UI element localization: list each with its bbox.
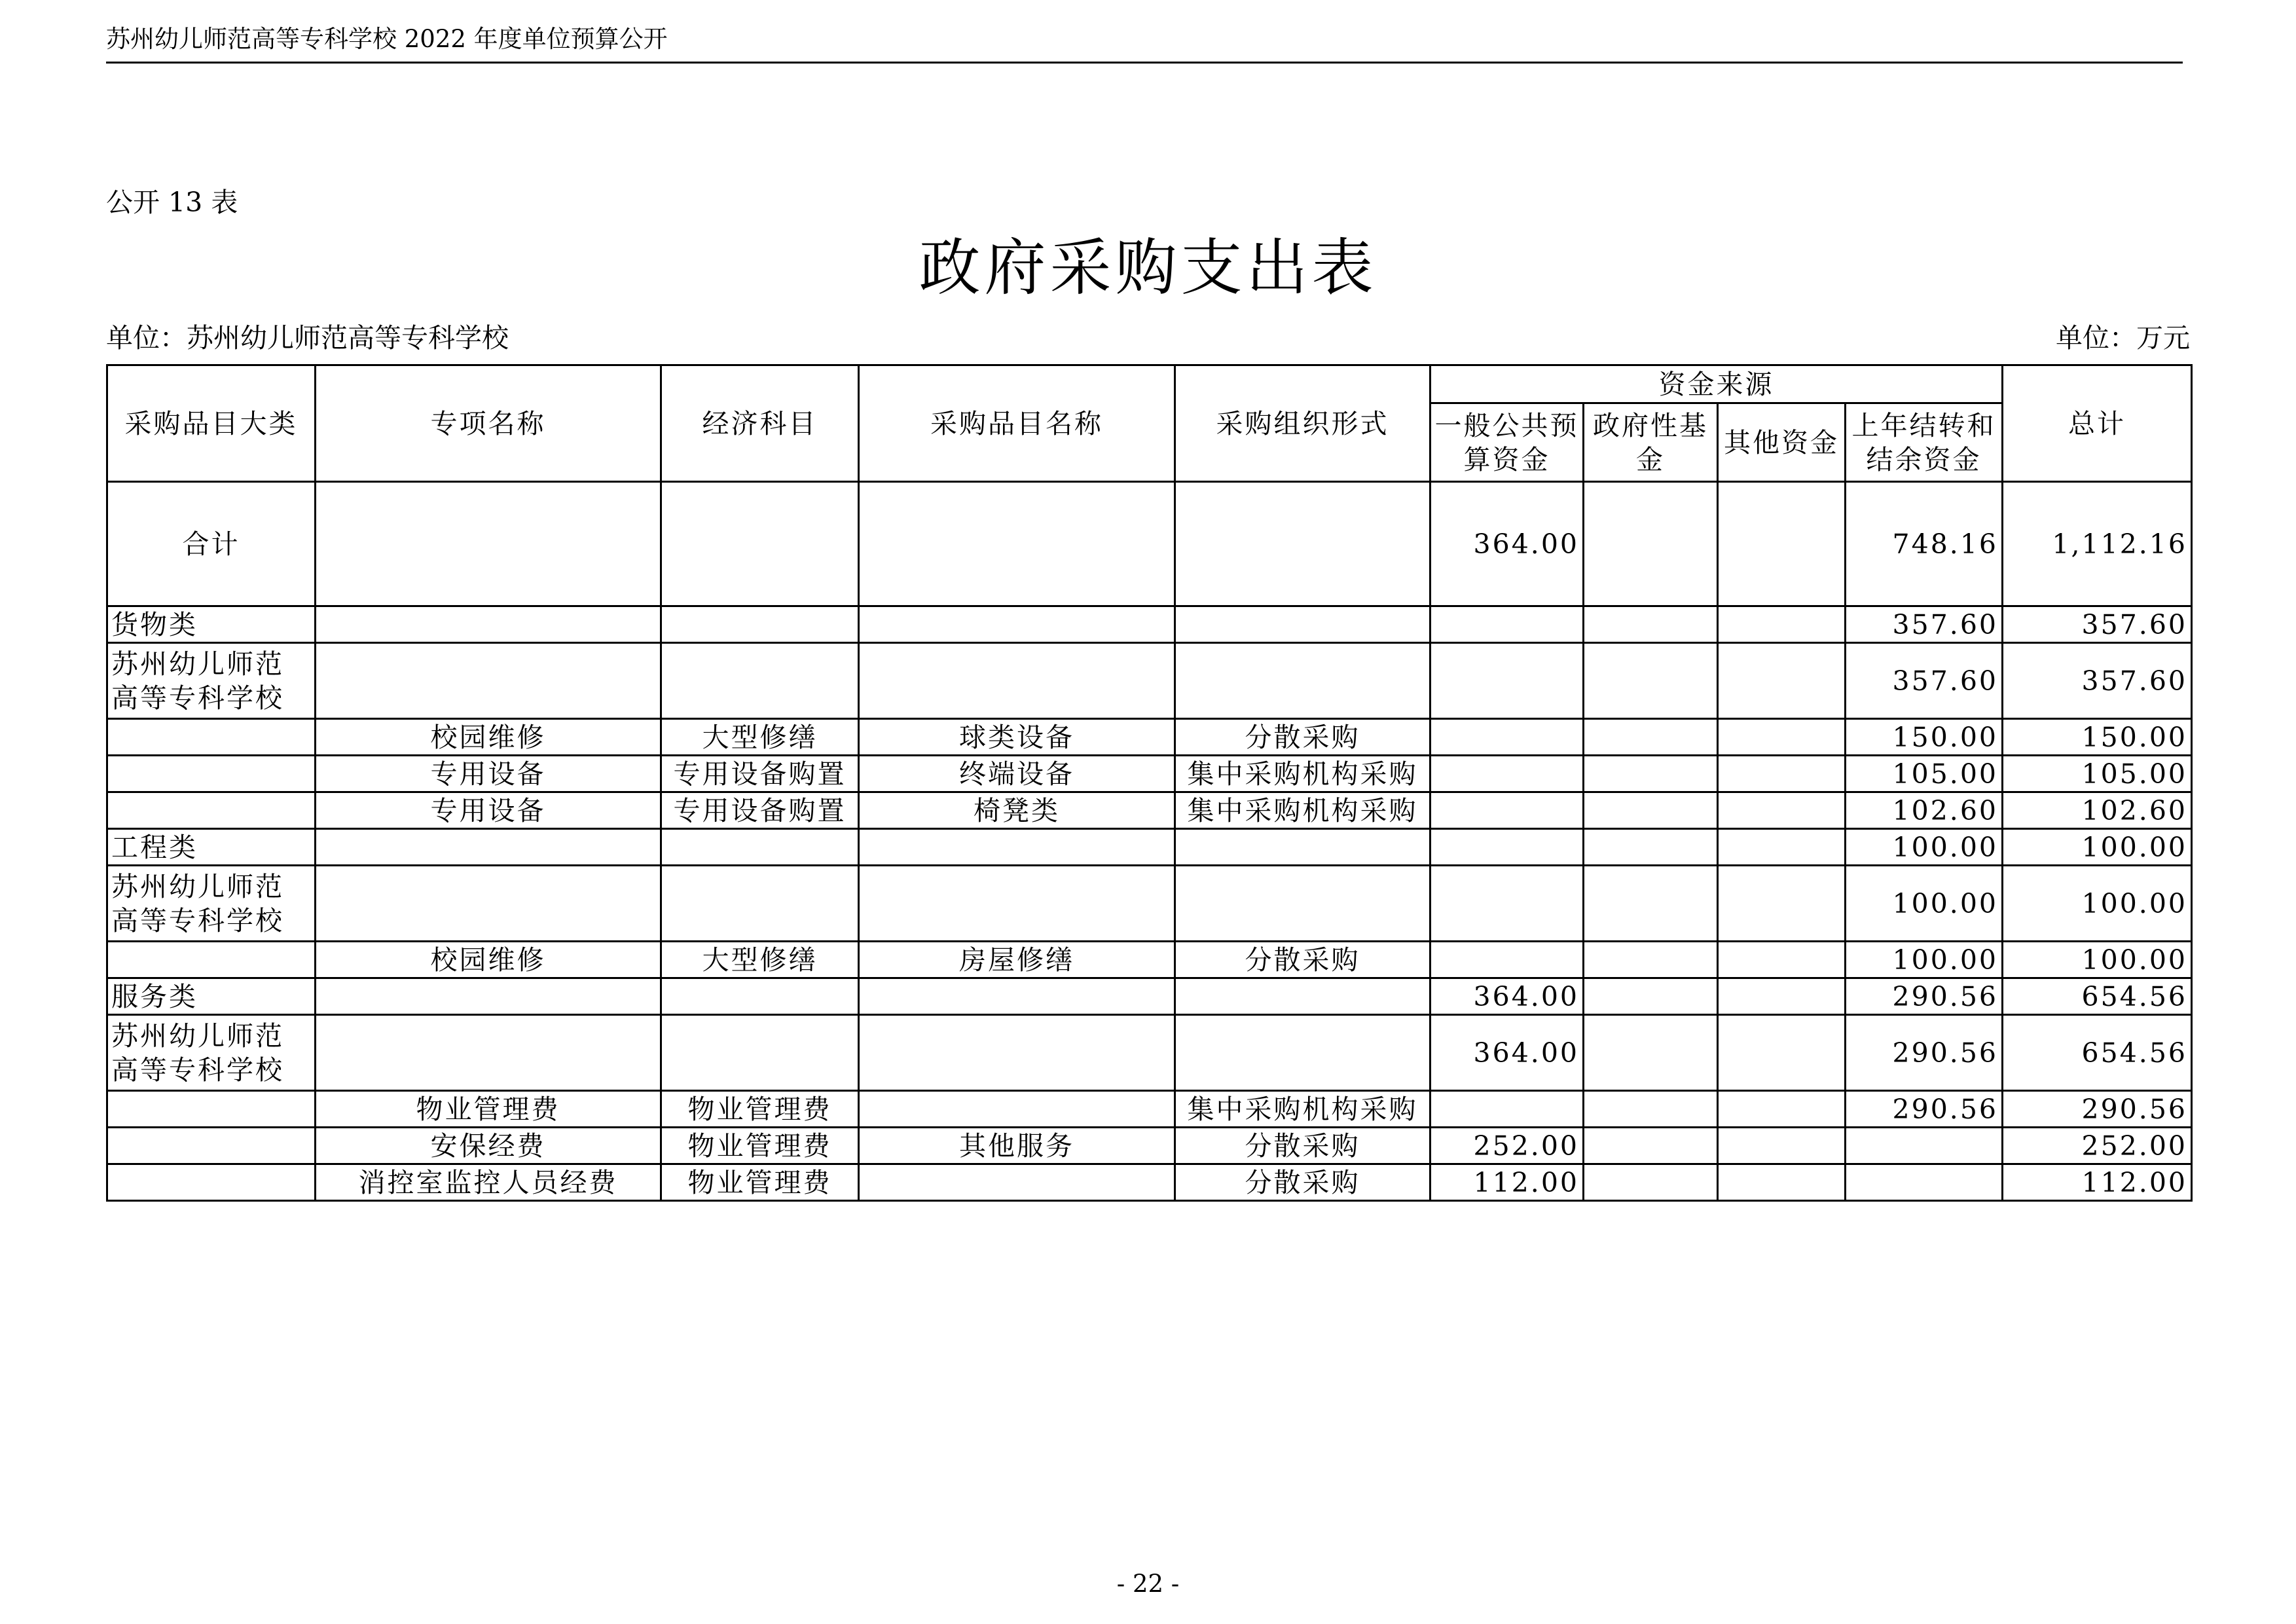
cell-carryover: 102.60 — [1846, 792, 2003, 829]
cell-general — [1430, 606, 1584, 643]
cell-project — [316, 643, 661, 719]
cell-other — [1718, 756, 1846, 792]
table-row — [107, 792, 2192, 829]
table-row — [107, 866, 2192, 942]
cell-general — [1430, 942, 1584, 978]
cell-general — [1430, 643, 1584, 719]
cell-carryover: 748.16 — [1846, 482, 2003, 606]
cell-carryover — [1846, 1164, 2003, 1201]
cell-item — [859, 978, 1175, 1015]
cell-govfund — [1584, 1091, 1718, 1128]
cell-other — [1718, 482, 1846, 606]
cell-project: 消控室监控人员经费 — [316, 1164, 661, 1201]
cell-category: 苏州幼儿师范高等专科学校 — [107, 1015, 316, 1091]
cell-govfund — [1584, 719, 1718, 756]
cell-econ: 专用设备购置 — [661, 756, 859, 792]
cell-item — [859, 643, 1175, 719]
cell-total: 105.00 — [2003, 756, 2192, 792]
cell-org — [1175, 606, 1430, 643]
cell-org — [1175, 482, 1430, 606]
cell-project — [316, 978, 661, 1015]
cell-govfund — [1584, 942, 1718, 978]
cell-general — [1430, 829, 1584, 866]
cell-item: 球类设备 — [859, 719, 1175, 756]
cell-econ — [661, 978, 859, 1015]
cell-category: 苏州幼儿师范高等专科学校 — [107, 866, 316, 942]
cell-project — [316, 866, 661, 942]
cell-org: 分散采购 — [1175, 1128, 1430, 1164]
cell-other — [1718, 643, 1846, 719]
cell-general — [1430, 792, 1584, 829]
cell-item: 房屋修缮 — [859, 942, 1175, 978]
table-row — [107, 829, 2192, 866]
page-title: 政府采购支出表 — [919, 232, 1377, 304]
cell-org: 分散采购 — [1175, 942, 1430, 978]
cell-org — [1175, 978, 1430, 1015]
cell-category — [107, 942, 316, 978]
cell-econ — [661, 866, 859, 942]
cell-carryover: 100.00 — [1846, 866, 2003, 942]
col-header-org: 采购组织形式 — [1175, 365, 1430, 482]
cell-carryover: 290.56 — [1846, 978, 2003, 1015]
cell-general: 112.00 — [1430, 1164, 1584, 1201]
cell-carryover: 150.00 — [1846, 719, 2003, 756]
cell-econ — [661, 482, 859, 606]
currency-unit: 单位：万元 — [2056, 322, 2190, 354]
cell-org — [1175, 643, 1430, 719]
col-header-econ: 经济科目 — [661, 365, 859, 482]
col-header-govfund: 政府性基金 — [1584, 403, 1718, 482]
cell-category: 合计 — [107, 482, 316, 606]
cell-other — [1718, 978, 1846, 1015]
cell-general: 364.00 — [1430, 978, 1584, 1015]
table-number: 公开 13 表 — [106, 187, 238, 218]
cell-other — [1718, 1015, 1846, 1091]
running-header: 苏州幼儿师范高等专科学校 2022 年度单位预算公开 — [106, 25, 668, 53]
cell-other — [1718, 792, 1846, 829]
cell-org: 集中采购机构采购 — [1175, 756, 1430, 792]
cell-other — [1718, 866, 1846, 942]
cell-other — [1718, 829, 1846, 866]
cell-org: 分散采购 — [1175, 1164, 1430, 1201]
col-header-general: 一般公共预算资金 — [1430, 403, 1584, 482]
cell-other — [1718, 606, 1846, 643]
cell-govfund — [1584, 643, 1718, 719]
cell-project: 安保经费 — [316, 1128, 661, 1164]
cell-item — [859, 1091, 1175, 1128]
cell-item — [859, 482, 1175, 606]
cell-org — [1175, 829, 1430, 866]
cell-other — [1718, 1128, 1846, 1164]
cell-project — [316, 482, 661, 606]
cell-project — [316, 606, 661, 643]
cell-category — [107, 1128, 316, 1164]
cell-project: 专用设备 — [316, 756, 661, 792]
cell-total: 102.60 — [2003, 792, 2192, 829]
cell-carryover — [1846, 1128, 2003, 1164]
cell-item — [859, 829, 1175, 866]
cell-govfund — [1584, 1015, 1718, 1091]
cell-project: 校园维修 — [316, 942, 661, 978]
cell-category — [107, 792, 316, 829]
cell-econ: 物业管理费 — [661, 1128, 859, 1164]
cell-carryover: 357.60 — [1846, 606, 2003, 643]
cell-general: 252.00 — [1430, 1128, 1584, 1164]
cell-general — [1430, 1091, 1584, 1128]
cell-carryover: 100.00 — [1846, 942, 2003, 978]
cell-govfund — [1584, 1128, 1718, 1164]
table-row — [107, 606, 2192, 643]
table-row — [107, 482, 2192, 606]
procurement-table — [106, 364, 2193, 1202]
cell-item: 椅凳类 — [859, 792, 1175, 829]
table-row — [107, 643, 2192, 719]
cell-econ: 专用设备购置 — [661, 792, 859, 829]
cell-econ — [661, 606, 859, 643]
cell-org: 集中采购机构采购 — [1175, 1091, 1430, 1128]
cell-category: 服务类 — [107, 978, 316, 1015]
cell-item: 终端设备 — [859, 756, 1175, 792]
cell-econ — [661, 829, 859, 866]
cell-category — [107, 719, 316, 756]
cell-carryover: 100.00 — [1846, 829, 2003, 866]
cell-org — [1175, 1015, 1430, 1091]
reporting-unit: 单位：苏州幼儿师范高等专科学校 — [106, 322, 509, 354]
cell-other — [1718, 1164, 1846, 1201]
header-rule — [106, 62, 2183, 64]
cell-total: 1,112.16 — [2003, 482, 2192, 606]
cell-govfund — [1584, 866, 1718, 942]
cell-total: 252.00 — [2003, 1128, 2192, 1164]
cell-total: 100.00 — [2003, 829, 2192, 866]
cell-other — [1718, 1091, 1846, 1128]
table-row — [107, 719, 2192, 756]
table-row — [107, 1091, 2192, 1128]
cell-econ — [661, 1015, 859, 1091]
cell-total: 100.00 — [2003, 942, 2192, 978]
cell-item — [859, 1164, 1175, 1201]
cell-carryover: 290.56 — [1846, 1091, 2003, 1128]
table-row — [107, 942, 2192, 978]
cell-govfund — [1584, 829, 1718, 866]
cell-total: 357.60 — [2003, 643, 2192, 719]
cell-econ: 物业管理费 — [661, 1091, 859, 1128]
col-header-carryover: 上年结转和结余资金 — [1846, 403, 2003, 482]
cell-carryover: 105.00 — [1846, 756, 2003, 792]
table-row — [107, 756, 2192, 792]
col-header-other: 其他资金 — [1718, 403, 1846, 482]
cell-carryover: 290.56 — [1846, 1015, 2003, 1091]
col-header-project: 专项名称 — [316, 365, 661, 482]
cell-govfund — [1584, 606, 1718, 643]
table-row — [107, 978, 2192, 1015]
cell-total: 150.00 — [2003, 719, 2192, 756]
cell-general — [1430, 866, 1584, 942]
table-row — [107, 1164, 2192, 1201]
cell-general: 364.00 — [1430, 1015, 1584, 1091]
cell-other — [1718, 719, 1846, 756]
cell-carryover: 357.60 — [1846, 643, 2003, 719]
cell-category: 工程类 — [107, 829, 316, 866]
cell-org — [1175, 866, 1430, 942]
cell-category — [107, 756, 316, 792]
cell-category — [107, 1091, 316, 1128]
cell-total: 654.56 — [2003, 1015, 2192, 1091]
cell-category: 苏州幼儿师范高等专科学校 — [107, 643, 316, 719]
cell-project — [316, 1015, 661, 1091]
cell-econ: 大型修缮 — [661, 942, 859, 978]
cell-general: 364.00 — [1430, 482, 1584, 606]
col-header-item: 采购品目名称 — [859, 365, 1175, 482]
cell-govfund — [1584, 756, 1718, 792]
cell-item — [859, 1015, 1175, 1091]
cell-govfund — [1584, 978, 1718, 1015]
cell-total: 290.56 — [2003, 1091, 2192, 1128]
cell-org: 集中采购机构采购 — [1175, 792, 1430, 829]
cell-other — [1718, 942, 1846, 978]
cell-org: 分散采购 — [1175, 719, 1430, 756]
cell-econ: 物业管理费 — [661, 1164, 859, 1201]
cell-project: 专用设备 — [316, 792, 661, 829]
cell-total: 100.00 — [2003, 866, 2192, 942]
cell-category — [107, 1164, 316, 1201]
cell-govfund — [1584, 792, 1718, 829]
cell-econ — [661, 643, 859, 719]
cell-general — [1430, 719, 1584, 756]
cell-project: 物业管理费 — [316, 1091, 661, 1128]
cell-govfund — [1584, 1164, 1718, 1201]
page-number: - 22 - — [1116, 1570, 1180, 1598]
cell-item: 其他服务 — [859, 1128, 1175, 1164]
cell-total: 112.00 — [2003, 1164, 2192, 1201]
table-row — [107, 1128, 2192, 1164]
cell-econ: 大型修缮 — [661, 719, 859, 756]
cell-project: 校园维修 — [316, 719, 661, 756]
col-header-total: 总计 — [2003, 365, 2192, 482]
cell-item — [859, 866, 1175, 942]
cell-general — [1430, 756, 1584, 792]
cell-total: 357.60 — [2003, 606, 2192, 643]
table-body — [107, 482, 2192, 1201]
cell-item — [859, 606, 1175, 643]
table-row — [107, 1015, 2192, 1091]
cell-govfund — [1584, 482, 1718, 606]
col-header-category: 采购品目大类 — [107, 365, 316, 482]
cell-category: 货物类 — [107, 606, 316, 643]
cell-project — [316, 829, 661, 866]
col-header-funding-group: 资金来源 — [1430, 365, 2003, 403]
cell-total: 654.56 — [2003, 978, 2192, 1015]
